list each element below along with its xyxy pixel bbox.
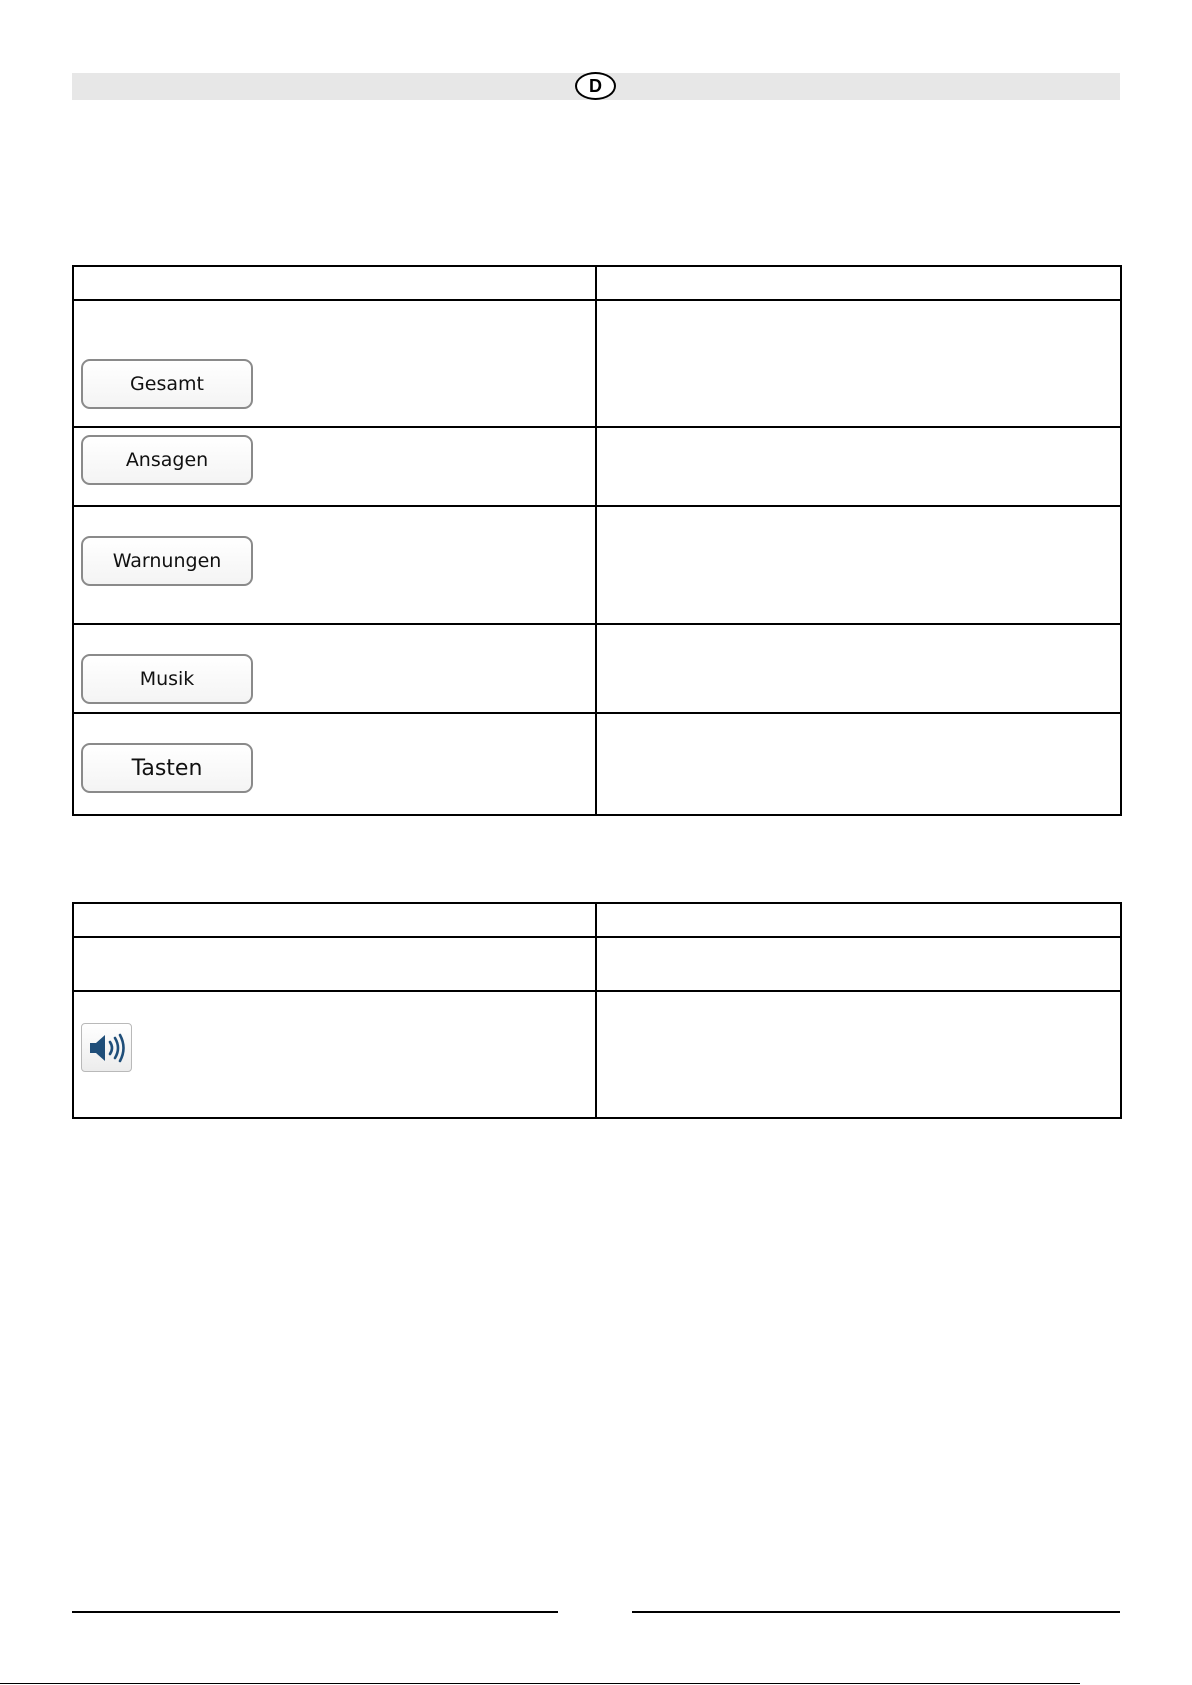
button-cell <box>73 713 596 815</box>
ansagen-button[interactable] <box>81 435 253 485</box>
button-label: Tasten <box>131 755 203 781</box>
description-cell <box>596 506 1121 624</box>
button-label: Gesamt <box>130 373 204 395</box>
description-cell <box>596 713 1121 815</box>
page-edge-rule <box>0 1683 1080 1684</box>
table-row <box>73 937 1121 991</box>
button-label: Warnungen <box>112 550 222 572</box>
country-badge <box>575 72 616 100</box>
button-cell <box>73 624 596 713</box>
table-row <box>73 713 1121 815</box>
header-cell-right <box>596 903 1121 937</box>
description-cell <box>596 937 1121 991</box>
icon-table <box>72 902 1122 1119</box>
icon-cell <box>73 991 596 1118</box>
header-cell-right <box>596 266 1121 300</box>
table-header-row <box>73 266 1121 300</box>
header-cell-left <box>73 903 596 937</box>
button-label: Ansagen <box>125 449 209 471</box>
footer-rule-right <box>632 1611 1120 1613</box>
table-row <box>73 300 1121 427</box>
speaker-volume-button[interactable] <box>81 1023 132 1072</box>
table-row <box>73 991 1121 1118</box>
sound-settings-table <box>72 265 1122 816</box>
description-cell <box>596 300 1121 427</box>
table-header-row <box>73 903 1121 937</box>
country-code: D <box>589 75 602 96</box>
description-cell <box>596 624 1121 713</box>
gesamt-button[interactable] <box>81 359 253 409</box>
table-row <box>73 506 1121 624</box>
button-label: Musik <box>139 668 195 690</box>
description-cell <box>596 991 1121 1118</box>
warnungen-button[interactable] <box>81 536 253 586</box>
button-cell <box>73 427 596 506</box>
table-row <box>73 427 1121 506</box>
header-cell-left <box>73 266 596 300</box>
description-cell <box>596 427 1121 506</box>
empty-cell <box>73 937 596 991</box>
button-cell <box>73 506 596 624</box>
table-row <box>73 624 1121 713</box>
tasten-button[interactable] <box>81 743 253 793</box>
musik-button[interactable] <box>81 654 253 704</box>
footer-rule-left <box>72 1611 558 1613</box>
button-cell <box>73 300 596 427</box>
speaker-volume-icon <box>86 1031 128 1065</box>
